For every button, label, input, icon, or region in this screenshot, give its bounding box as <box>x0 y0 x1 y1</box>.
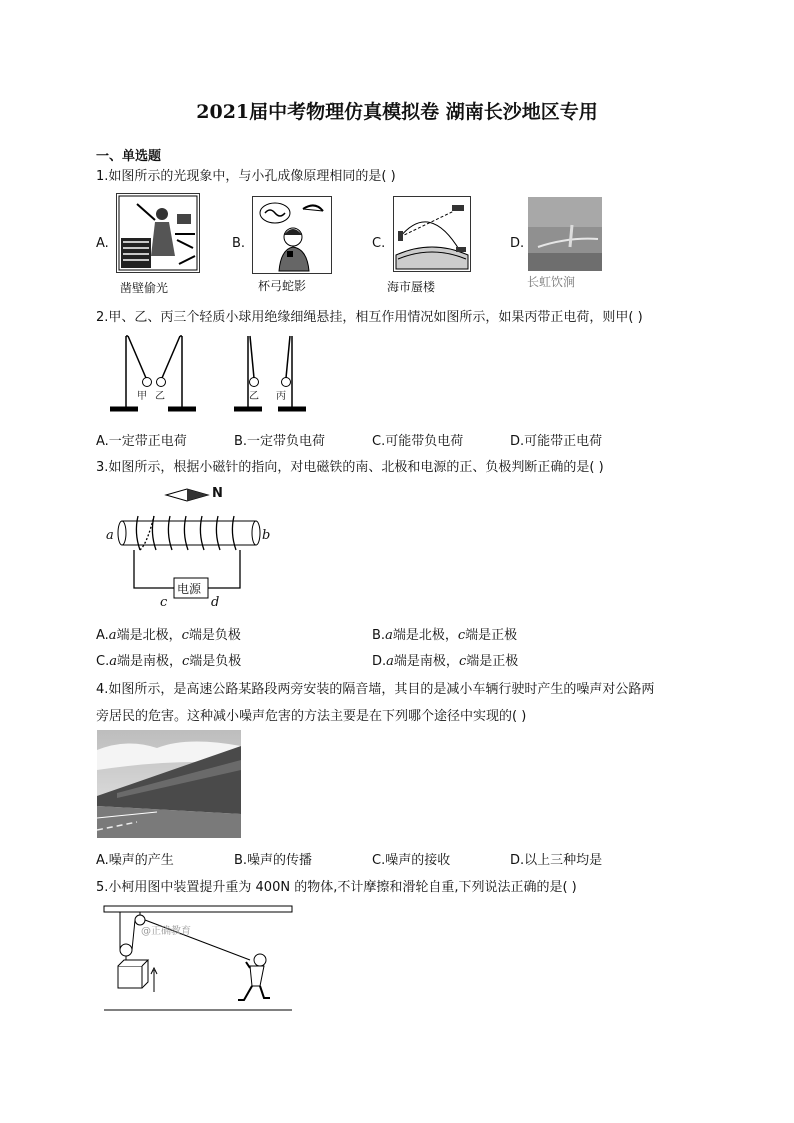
q3-end-a: a <box>106 528 114 543</box>
q1-option-a-letter: A. <box>96 236 109 251</box>
q3-needle-n-label: N <box>212 486 223 501</box>
q2-label-yi-1: 乙 <box>155 391 165 402</box>
question-1-stem: 1.如图所示的光现象中，与小孔成像原理相同的是( ) <box>96 169 396 184</box>
q2-option-a: A.一定带正电荷 <box>96 434 187 449</box>
q2-label-bing: 丙 <box>276 391 286 402</box>
q1-image-c <box>393 196 471 272</box>
q4-option-a: A.噪声的产生 <box>96 853 174 868</box>
q5-figure-pulley <box>100 902 296 1014</box>
q2-option-d: D.可能带正电荷 <box>510 434 603 449</box>
q1-caption-a: 凿壁偷光 <box>120 281 169 295</box>
question-2-stem: 2.甲、乙、丙三个轻质小球用绝缘细绳悬挂，相互作用情况如图所示，如果丙带正电荷，则甲( ) <box>96 310 643 325</box>
q4-option-c: C.噪声的接收 <box>372 853 451 868</box>
q4-photo-sound-barrier <box>97 730 241 838</box>
question-4-stem-line-1: 4.如图所示，是高速公路某路段两旁安装的隔音墙，其目的是减小车辆行驶时产生的噪声对公路两 <box>96 682 655 697</box>
q2-option-b: B.一定带负电荷 <box>234 434 326 449</box>
q1-option-d-letter: D. <box>510 236 525 251</box>
question-3-stem: 3.如图所示，根据小磁针的指向，对电磁铁的南、北极和电源的正、负极判断正确的是( ) <box>96 460 604 475</box>
q1-caption-c: 海市蜃楼 <box>387 280 436 294</box>
q4-option-b: B.噪声的传播 <box>234 853 313 868</box>
question-5-stem: 5.小柯用图中装置提升重为 400N 的物体,不计摩擦和滑轮自重,下列说法正确的是( ) <box>96 880 577 895</box>
q2-label-yi-2: 乙 <box>249 391 259 402</box>
q1-option-c-letter: C. <box>372 236 386 251</box>
q1-option-b-letter: B. <box>232 236 246 251</box>
q5-watermark: @正确教育 <box>141 926 191 937</box>
q3-terminal-c: c <box>160 595 168 610</box>
q4-option-d: D.以上三种均是 <box>510 853 603 868</box>
section-heading: 一、单选题 <box>96 149 162 164</box>
q3-option-a: A.a端是北极，c端是负极 <box>96 628 241 643</box>
q3-option-c: C.a端是南极，c端是负极 <box>96 654 242 669</box>
q3-terminal-d: d <box>211 595 220 610</box>
q1-caption-d: 长虹饮涧 <box>527 275 576 289</box>
q1-caption-b: 杯弓蛇影 <box>258 279 307 293</box>
q1-image-d <box>528 197 602 271</box>
q1-image-b <box>252 196 332 274</box>
q2-label-jia: 甲 <box>137 391 147 402</box>
question-4-stem-line-2: 旁居民的危害。这种减小噪声危害的方法主要是在下列哪个途径中实现的( ) <box>96 709 527 724</box>
q1-image-a <box>116 193 200 273</box>
q3-end-b: b <box>262 528 271 543</box>
q3-option-d: D.a端是南极，c端是正极 <box>372 654 519 669</box>
page-title: 2021届中考物理仿真模拟卷 湖南长沙地区专用 <box>196 101 598 123</box>
q3-option-b: B.a端是北极，c端是正极 <box>372 628 518 643</box>
q2-option-c: C.可能带负电荷 <box>372 434 464 449</box>
q3-power-source-label: 电源 <box>177 582 202 596</box>
